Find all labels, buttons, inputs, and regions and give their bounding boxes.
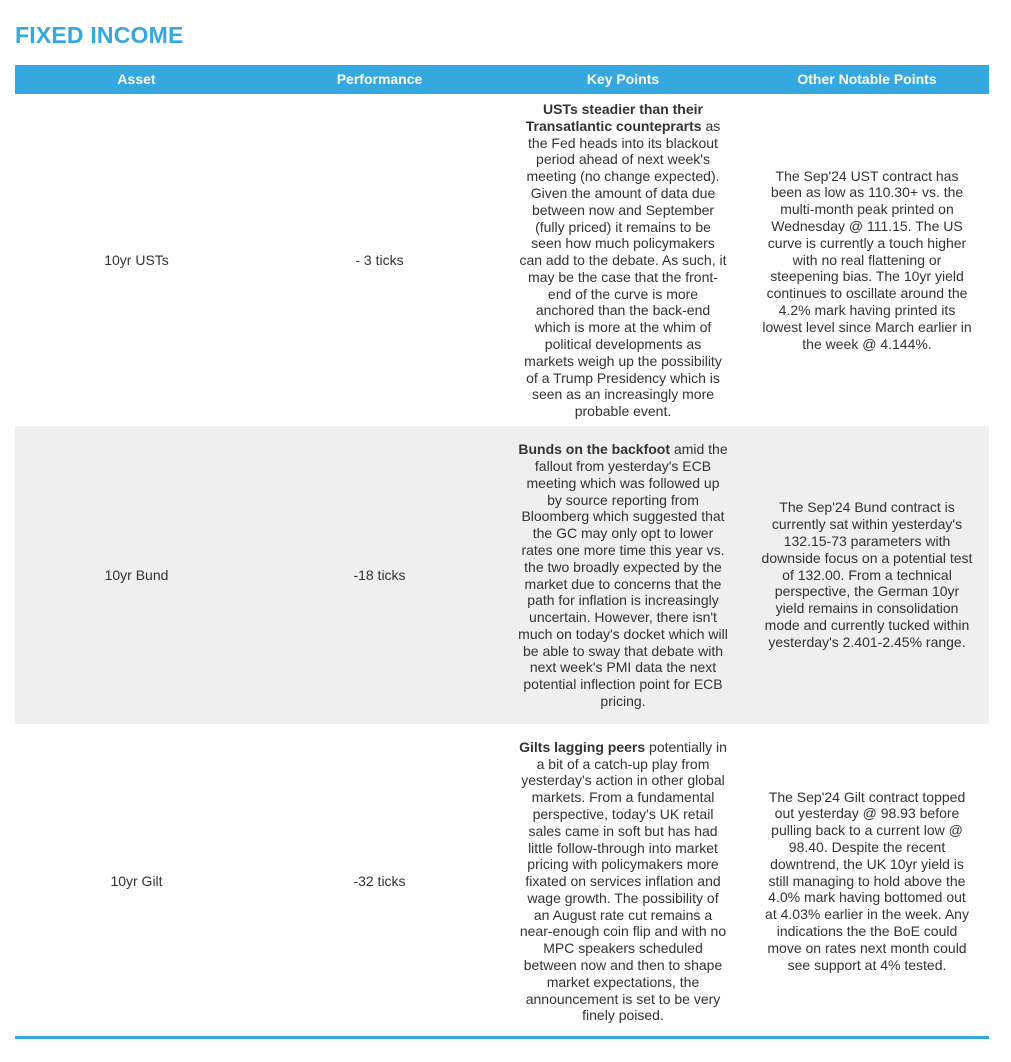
other-notable-points-cell [745, 426, 989, 724]
performance-cell: -18 ticks [353, 566, 406, 583]
key-points-cell [501, 94, 745, 426]
key-points-cell [501, 724, 745, 1038]
other-notable-points-text: The Sep'24 Bund contract is currently sat within yesterday's 132.15-73 parameters with downside focus on a potential test of 132.00. From a technical perspective, the German 10yr yield remains in consolidation mode and currently tucked within yesterday's 2.401-2.45% range. [761, 499, 973, 650]
asset-cell: 10yr USTs [104, 251, 169, 268]
key-point-body: potentially in a bit of a catch-up play from yesterday's action in other global markets. From a fundamental perspective, today's UK retail sales came in soft but has had little follow-through into market pricing with policymakers more fixated on services inflation and wage growth. The possibility of an August rate cut remains a near-enough coin flip and with no MPC speakers scheduled between now and then to shape market expectations, the announcement is set to be very finely poised. [519, 738, 727, 1024]
table-bottom-rule [15, 1036, 989, 1039]
table-row [15, 94, 989, 426]
table-row [15, 426, 989, 724]
performance-cell: - 3 ticks [355, 251, 404, 268]
asset-cell: 10yr Gilt [110, 872, 163, 889]
column-header-asset: Asset [117, 71, 156, 88]
section-title: FIXED INCOME [15, 22, 184, 48]
column-header-performance: Performance [336, 71, 423, 88]
key-point-body: as the Fed heads into its blackout period ahead of next week's meeting (no change expected). Given the amount of data due between now and September (fully priced) it remains to be seen how much policymakers can add to the debate. As such, it may be the case that the front-end of the curve is more anchored than the back-end which is more at the whim of political developments as markets weigh up the possibility of a Trump Presidency which is seen as an increasingly more probable event. [519, 117, 727, 420]
column-header-other-notable-points: Other Notable Points [797, 71, 937, 88]
key-point-headline: USTs steadier than their Transatlantic counteprarts [525, 100, 703, 134]
performance-cell: -32 ticks [353, 872, 406, 889]
other-notable-points-text: The Sep'24 Gilt contract topped out yesterday @ 98.93 before pulling back to a current low @ 98.40. Despite the recent downtrend, the UK 10yr yield is still managing to hold above the 4.0% mark having bottomed out at 4.03% earlier in the week. Any indications the the BoE could move on rates next month could see support at 4% tested. [765, 788, 969, 973]
asset-cell: 10yr Bund [104, 566, 169, 583]
key-point-body: amid the fallout from yesterday's ECB meeting which was followed up by source reporting from Bloomberg which suggested that the GC may only opt to lower rates one more time this year vs. the two broadly expected by the market due to concerns that the path for inflation is increasingly uncertain. However, there isn't much on today's docket which will be able to sway that debate with next week's PMI data the next potential inflection point for ECB pricing. [518, 441, 728, 710]
other-notable-points-cell [745, 94, 989, 426]
fixed-income-table [15, 65, 989, 1038]
other-notable-points-text: The Sep'24 UST contract has been as low as 110.30+ vs. the multi-month peak printed on Wednesday @ 111.15. The US curve is currently a touch higher with no real flattening or steepening bias. The 10yr yield continues to oscillate around the 4.2% mark having printed its lowest level since March earlier in the week @ 4.144%. [762, 167, 972, 352]
key-points-cell [501, 426, 745, 724]
other-notable-points-cell [745, 724, 989, 1038]
table-header-row [15, 65, 989, 94]
table-row [15, 724, 989, 1038]
key-point-headline: Gilts lagging peers [519, 738, 646, 755]
key-point-headline: Bunds on the backfoot [518, 441, 671, 458]
column-header-key-points: Key Points [586, 71, 660, 88]
